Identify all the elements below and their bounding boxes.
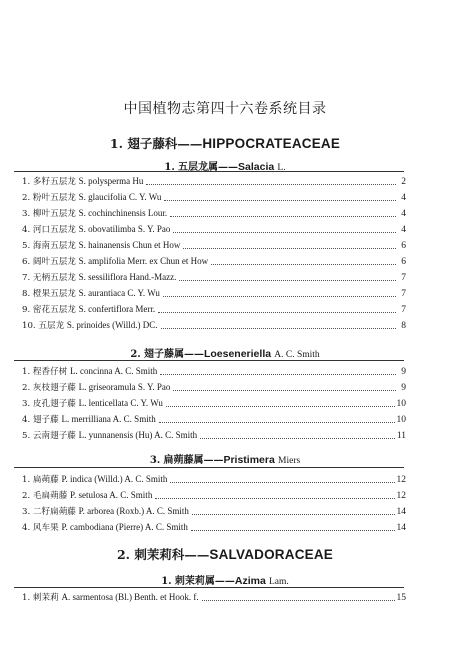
- dot-leader: [146, 184, 396, 185]
- entry-species-name: S. cochinchinensis Lour.: [78, 208, 168, 218]
- family-latin-name: HIPPOCRATEACEAE: [202, 136, 341, 151]
- toc-entry: [22, 172, 406, 188]
- dot-leader: [166, 406, 395, 407]
- toc-entry: [22, 486, 406, 502]
- genus-cn-name: 翅子藤属: [143, 349, 184, 360]
- entry-cn-label: 5. 云南翅子藤: [22, 431, 76, 441]
- entry-text: [22, 288, 160, 300]
- dot-leader: [163, 296, 396, 297]
- entry-species-name: S. obovatilimba S. Y. Pao: [78, 224, 171, 234]
- dot-leader: [191, 530, 395, 531]
- genus-heading-pristimera: [0, 451, 450, 466]
- dot-leader: [173, 390, 396, 391]
- dot-leader: [170, 216, 396, 217]
- entry-text: [22, 176, 143, 188]
- toc-entry: [22, 252, 406, 268]
- entry-page-number: 12: [396, 475, 406, 485]
- entry-cn-label: 8. 橙果五层龙: [22, 289, 76, 299]
- toc-entry: [22, 362, 406, 378]
- genus-dash: ——: [183, 349, 204, 360]
- genus-latin-name: Azima: [234, 575, 266, 587]
- family-number: 1.: [109, 136, 123, 151]
- entry-page-number: 14: [396, 523, 406, 533]
- page-title: 中国植物志第四十六卷系统目录: [123, 101, 327, 117]
- genus-dash: ——: [214, 576, 235, 587]
- dot-leader: [200, 438, 395, 439]
- toc-entry: [22, 394, 406, 410]
- entry-page-number: 12: [396, 491, 406, 501]
- entry-page-number: 10: [396, 399, 406, 409]
- genus-dash: ——: [203, 455, 224, 466]
- entry-page-number: 7: [401, 305, 406, 315]
- family-cn-name: 刺茉莉科: [134, 547, 185, 562]
- toc-entry: [22, 378, 406, 394]
- entry-species-name: S. amplifolia Merr. ex Chun et How: [78, 256, 209, 266]
- family-number: 2.: [116, 547, 131, 562]
- dot-leader: [170, 482, 394, 483]
- toc-entry: [22, 220, 406, 236]
- entry-text: [22, 382, 170, 394]
- entry-page-number: 10: [396, 415, 406, 425]
- genus-number: 1.: [161, 576, 172, 587]
- dot-leader: [173, 232, 396, 233]
- entry-cn-label: 1. 程香仔树: [22, 367, 68, 377]
- genus-cn-name: 扁蒴藤属: [163, 455, 204, 466]
- entry-page-number: 11: [396, 431, 406, 441]
- dot-leader: [179, 280, 396, 281]
- dot-leader: [202, 600, 395, 601]
- entry-cn-label: 10. 五层龙: [22, 321, 65, 331]
- entry-text: [22, 256, 208, 268]
- genus-author: Lam.: [268, 577, 289, 587]
- dot-leader: [159, 422, 395, 423]
- entry-species-name: P. cambodiana (Pierre) A. C. Smith: [61, 522, 188, 532]
- entry-page-number: 7: [401, 273, 406, 283]
- entry-text: [22, 192, 161, 204]
- entry-page-number: 7: [401, 289, 406, 299]
- entry-text: [22, 430, 197, 442]
- family-dash: ——: [177, 136, 203, 151]
- entry-list-loeseneriella: [22, 362, 406, 442]
- toc-entry: [22, 300, 406, 316]
- entry-species-name: P. setulosa A. C. Smith: [70, 490, 153, 500]
- genus-dash: ——: [218, 162, 239, 173]
- entry-page-number: 2: [401, 177, 406, 187]
- toc-entry: [22, 502, 406, 518]
- entry-species-name: S. hainanensis Chun et How: [78, 240, 181, 250]
- entry-page-number: 9: [401, 367, 406, 377]
- entry-text: [22, 592, 199, 604]
- entry-species-name: S. sessiliflora Hand.-Mazz.: [78, 272, 177, 282]
- entry-cn-label: 1. 多籽五层龙: [22, 177, 76, 187]
- genus-number: 2.: [130, 349, 141, 360]
- entry-species-name: S. glaucifolia C. Y. Wu: [78, 192, 162, 202]
- entry-cn-label: 3. 皮孔翅子藤: [22, 399, 76, 409]
- dot-leader: [158, 312, 396, 313]
- entry-species-name: L. griseoramula S. Y. Pao: [78, 382, 171, 392]
- entry-list-pristimera: [22, 470, 406, 534]
- section-rule: [14, 360, 404, 361]
- entry-text: [22, 522, 188, 534]
- entry-species-name: S. confertiflora Merr.: [78, 304, 156, 314]
- entry-cn-label: 3. 柳叶五层龙: [22, 209, 76, 219]
- entry-cn-label: 2. 粉叶五层龙: [22, 193, 76, 203]
- genus-latin-name: Salacia: [238, 161, 275, 173]
- family-latin-name: SALVADORACEAE: [209, 547, 334, 562]
- entry-text: [22, 506, 189, 518]
- entry-species-name: A. sarmentosa (Bl.) Benth. et Hook. f.: [61, 592, 199, 602]
- entry-cn-label: 1. 刺茉莉: [22, 593, 59, 603]
- entry-cn-label: 2. 毛扁蒴藤: [22, 491, 68, 501]
- entry-species-name: L. merrilliana A. C. Smith: [61, 414, 156, 424]
- dot-leader: [164, 200, 396, 201]
- toc-entry: [22, 518, 406, 534]
- entry-cn-label: 7. 无柄五层龙: [22, 273, 76, 283]
- entry-list-azima: [22, 588, 406, 604]
- entry-cn-label: 4. 风车果: [22, 523, 59, 533]
- dot-leader: [211, 264, 396, 265]
- toc-entry: [22, 236, 406, 252]
- family-cn-name: 翅子藤科: [127, 136, 178, 151]
- entry-cn-label: 1. 扁蒴藤: [22, 475, 59, 485]
- entry-page-number: 6: [401, 241, 406, 251]
- entry-text: [22, 366, 157, 378]
- entry-text: [22, 398, 163, 410]
- section-rule: [14, 467, 404, 468]
- family-heading-salvadoraceae: [0, 545, 450, 563]
- entry-species-name: S. aurantiaca C. Y. Wu: [78, 288, 160, 298]
- dot-leader: [160, 374, 396, 375]
- entry-text: [22, 208, 167, 220]
- genus-cn-name: 五层龙属: [178, 162, 219, 173]
- entry-text: [22, 474, 167, 486]
- entry-species-name: S. polysperma Hu: [78, 176, 144, 186]
- entry-text: [22, 414, 156, 426]
- toc-entry: [22, 188, 406, 204]
- genus-latin-name: Pristimera: [223, 454, 275, 466]
- entry-text: [22, 304, 155, 316]
- entry-cn-label: 9. 密花五层龙: [22, 305, 76, 315]
- genus-latin-name: Loeseneriella: [203, 348, 272, 360]
- entry-cn-label: 4. 翅子藤: [22, 415, 59, 425]
- toc-entry: [22, 204, 406, 220]
- genus-heading-loeseneriella: [0, 345, 450, 360]
- entry-text: [22, 320, 158, 332]
- toc-entry: [22, 426, 406, 442]
- toc-entry: [22, 284, 406, 300]
- family-heading-hippocrateaceae: [0, 134, 450, 152]
- toc-entry: [22, 470, 406, 486]
- entry-page-number: 15: [396, 593, 406, 603]
- entry-species-name: L. concinna A. C. Smith: [70, 366, 158, 376]
- entry-page-number: 4: [401, 209, 406, 219]
- entry-cn-label: 3. 二籽扁蒴藤: [22, 507, 76, 517]
- family-dash: ——: [184, 547, 210, 562]
- entry-page-number: 4: [401, 193, 406, 203]
- dot-leader: [155, 498, 394, 499]
- entry-page-number: 6: [401, 257, 406, 267]
- entry-text: [22, 272, 176, 284]
- dot-leader: [161, 328, 396, 329]
- toc-entry: [22, 316, 406, 332]
- entry-cn-label: 5. 海南五层龙: [22, 241, 76, 251]
- entry-species-name: P. arborea (Roxb.) A. C. Smith: [78, 506, 189, 516]
- entry-page-number: 4: [401, 225, 406, 235]
- entry-species-name: L. lenticellata C. Y. Wu: [78, 398, 163, 408]
- entry-text: [22, 224, 170, 236]
- entry-species-name: S. prinoides (Willd.) DC.: [66, 320, 158, 330]
- entry-page-number: 8: [401, 321, 406, 331]
- dot-leader: [192, 514, 395, 515]
- genus-number: 1.: [164, 162, 175, 173]
- toc-entry: [22, 268, 406, 284]
- dot-leader: [183, 248, 396, 249]
- entry-species-name: L. yunnanensis (Hu) A. C. Smith: [78, 430, 198, 440]
- genus-cn-name: 刺茉莉属: [174, 576, 215, 587]
- entry-page-number: 14: [396, 507, 406, 517]
- genus-number: 3.: [149, 455, 161, 466]
- toc-entry: [22, 410, 406, 426]
- entry-text: [22, 490, 152, 502]
- genus-author: L.: [277, 163, 286, 173]
- genus-author: Miers: [278, 456, 301, 466]
- entry-cn-label: 6. 阔叶五层龙: [22, 257, 76, 267]
- entry-text: [22, 240, 180, 252]
- entry-page-number: 9: [401, 383, 406, 393]
- toc-entry: [22, 588, 406, 604]
- entry-list-salacia: [22, 172, 406, 332]
- entry-species-name: P. indica (Willd.) A. C. Smith: [61, 474, 168, 484]
- entry-cn-label: 2. 灰枝翅子藤: [22, 383, 76, 393]
- genus-heading-azima: [0, 572, 450, 587]
- genus-author: A. C. Smith: [274, 350, 320, 360]
- entry-cn-label: 4. 河口五层龙: [22, 225, 76, 235]
